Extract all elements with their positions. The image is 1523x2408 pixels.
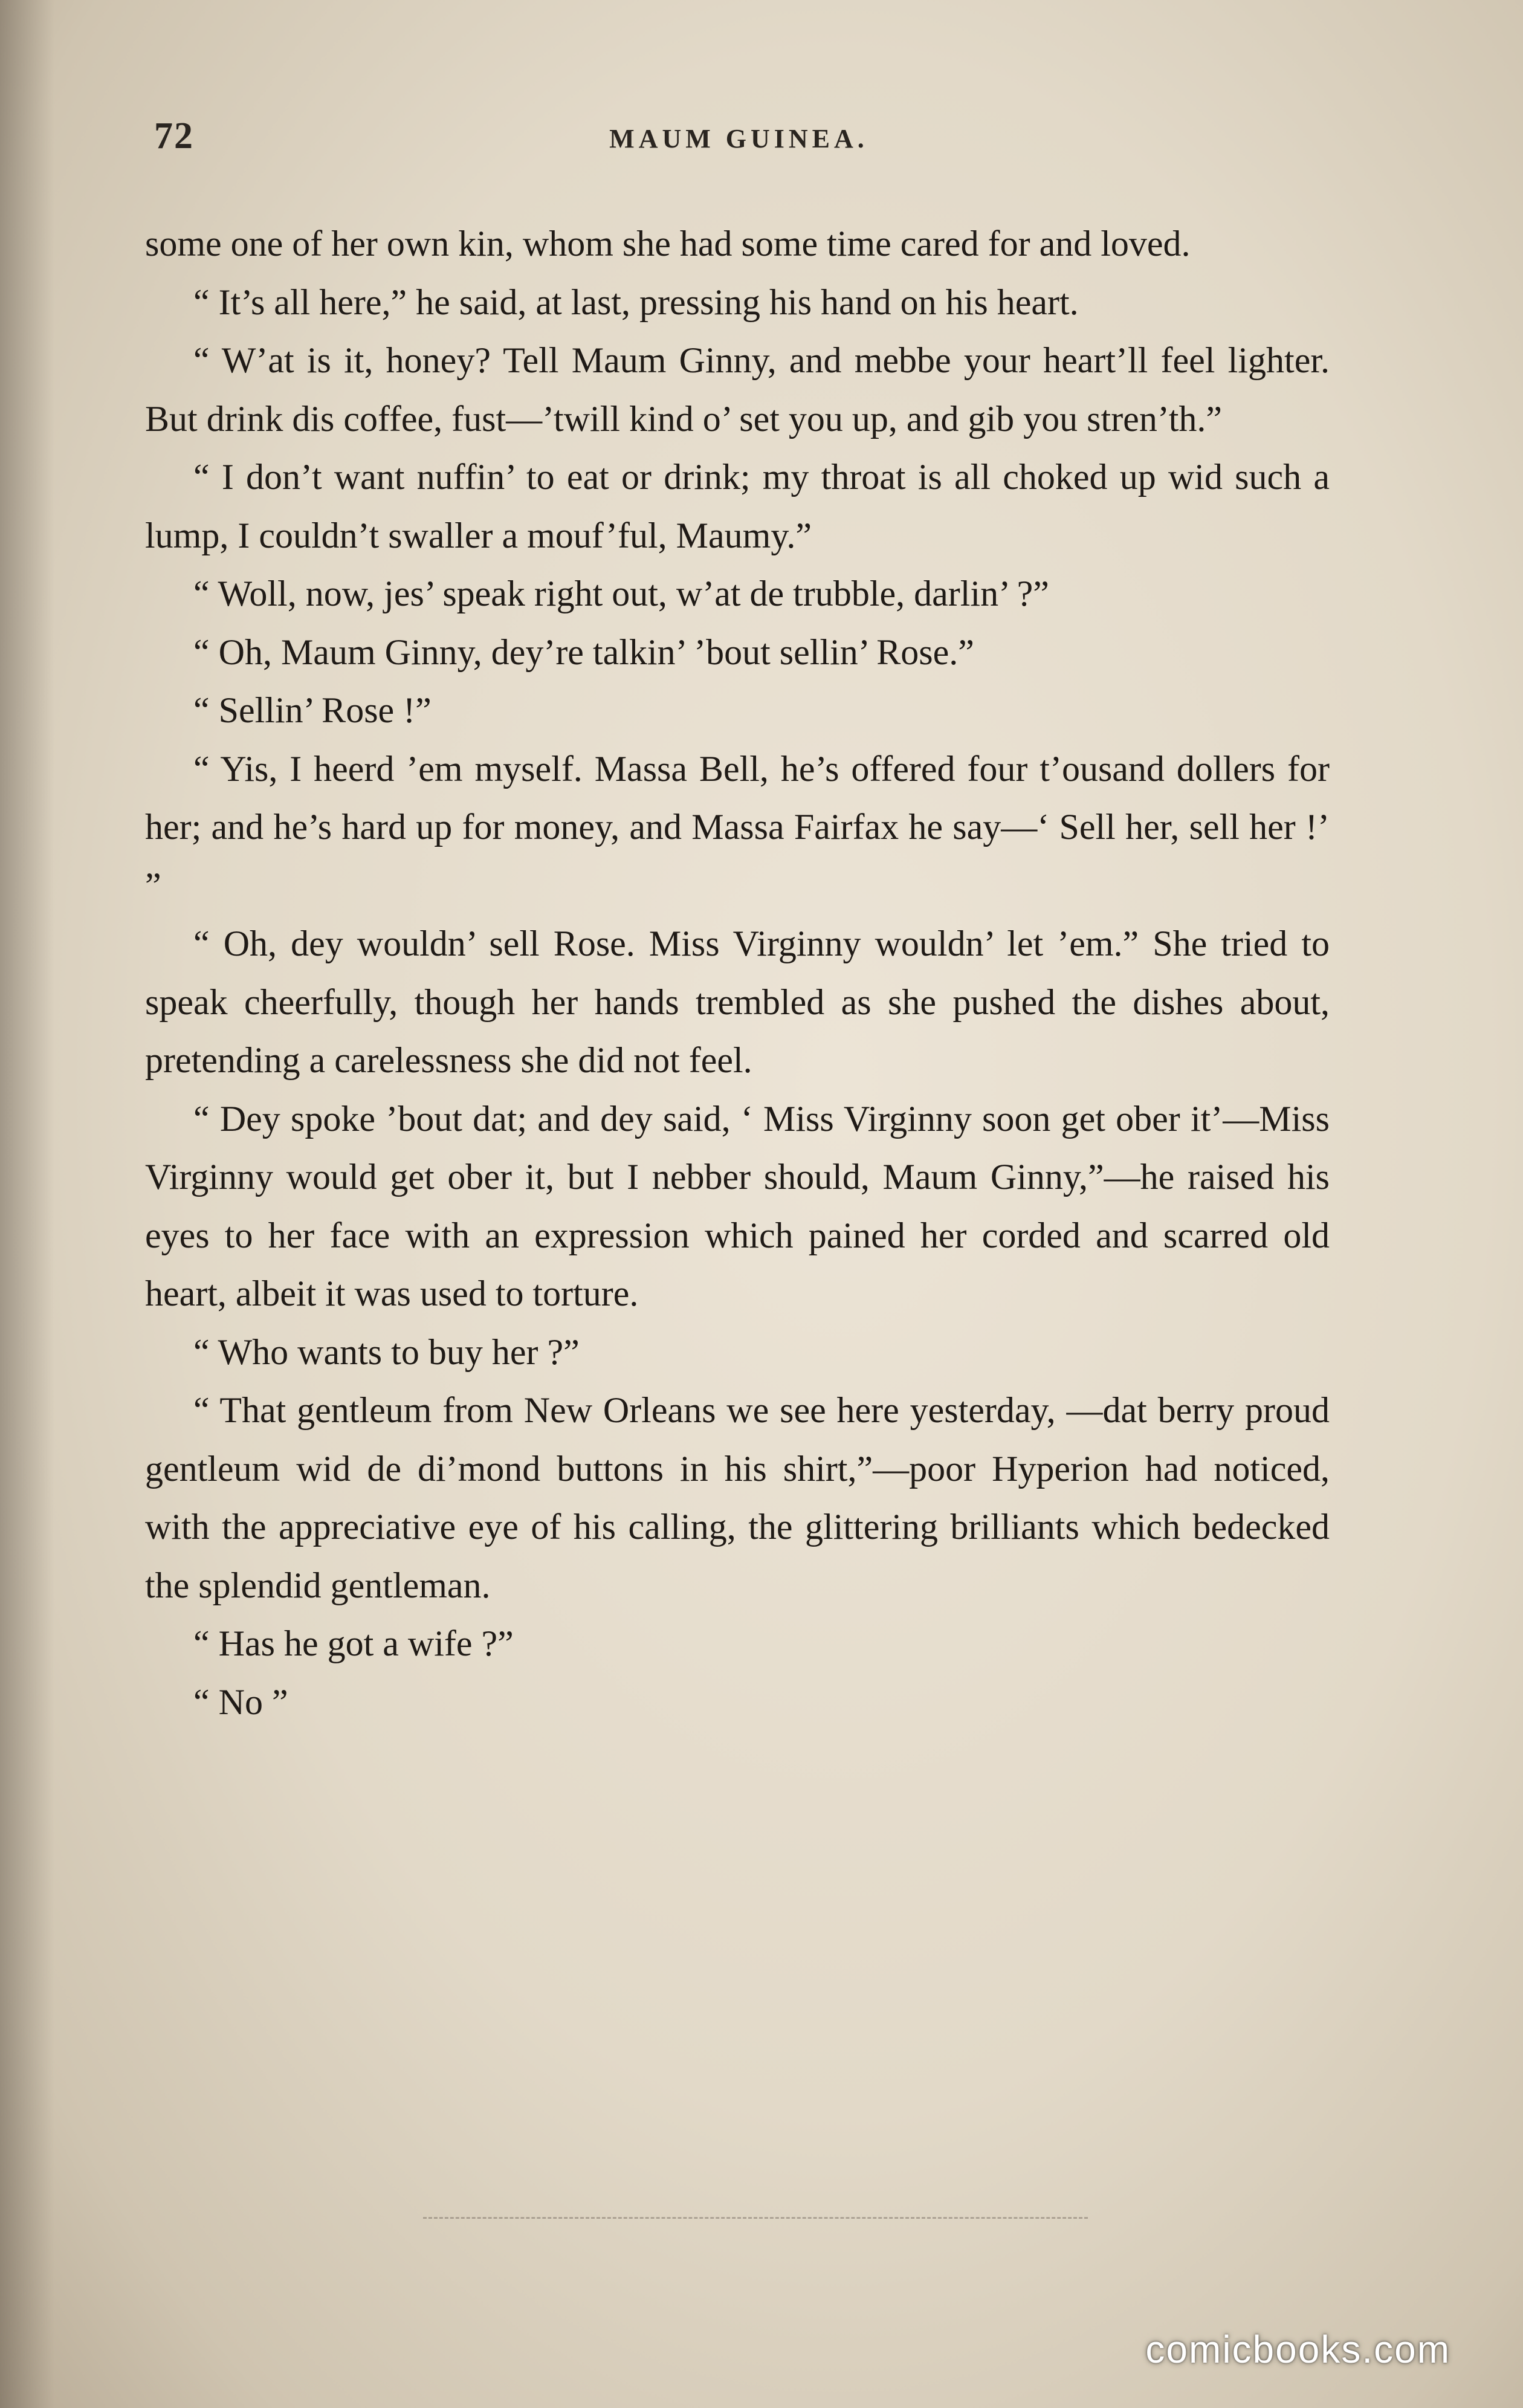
page-header <box>154 115 1324 169</box>
paragraph: “ W’at is it, honey? Tell Maum Ginny, and mebbe your heart’ll feel lighter. But drink dis coffee, fust—’twill kind o’ set you up, and gib you stren’th.” <box>145 340 1330 439</box>
running-head: MAUM GUINEA. <box>609 124 868 154</box>
paragraph: some one of her own kin, whom she had some time cared for and loved. <box>145 224 1191 264</box>
paragraph: “ Dey spoke ’bout dat; and dey said, ‘ Miss Virginny soon get ober it’—Miss Virginny would get ober it, but I nebber should, Maum Ginny,”—he raised his eyes to her face with an expression which pained her corded and scarred old heart, albeit it was used to torture. <box>145 1098 1330 1313</box>
paragraph: “ Sellin’ Rose !” <box>193 690 432 730</box>
paragraph: “ It’s all here,” he said, at last, pressing his hand on his heart. <box>193 282 1079 322</box>
paragraph: “ Who wants to buy her ?” <box>193 1332 580 1372</box>
paragraph: “ Has he got a wife ?” <box>193 1623 514 1663</box>
paragraph: “ Woll, now, jes’ speak right out, w’at de trubble, darlin’ ?” <box>193 574 1049 613</box>
paragraph: “ Oh, Maum Ginny, dey’re talkin’ ’bout sellin’ Rose.” <box>193 632 974 672</box>
page-gutter-shadow <box>0 0 54 2408</box>
page-number: 72 <box>154 115 194 157</box>
paragraph: “ That gentleum from New Orleans we see here yesterday, —dat berry proud gentleum wid de di’mond buttons in his shirt,”—poor Hyperion had noticed, with the appreciative eye of his calling, the glittering brilliants which bedecked the splendid gentleman. <box>145 1390 1330 1605</box>
paragraph: “ I don’t want nuffin’ to eat or drink; my throat is all choked up wid such a lump, I couldn’t swaller a mouf’ful, Maumy.” <box>145 457 1330 555</box>
paragraph: “ Yis, I heerd ’em myself. Massa Bell, he’s offered four t’ousand dollers for her; and he’s hard up for money, and Massa Fairfax he say—‘ Sell her, sell her !’ ” <box>145 748 1330 905</box>
paragraph: “ Oh, dey wouldn’ sell Rose. Miss Virginny wouldn’ let ’em.” She tried to speak cheerfully, though her hands trembled as she pushed the dishes about, pretending a carelessness she did not feel. <box>145 924 1330 1080</box>
body-text <box>145 215 1330 1731</box>
paragraph: “ No ” <box>193 1681 288 1722</box>
watermark: comicbooks.com <box>1145 2328 1450 2371</box>
footer-rule <box>423 2217 1088 2219</box>
